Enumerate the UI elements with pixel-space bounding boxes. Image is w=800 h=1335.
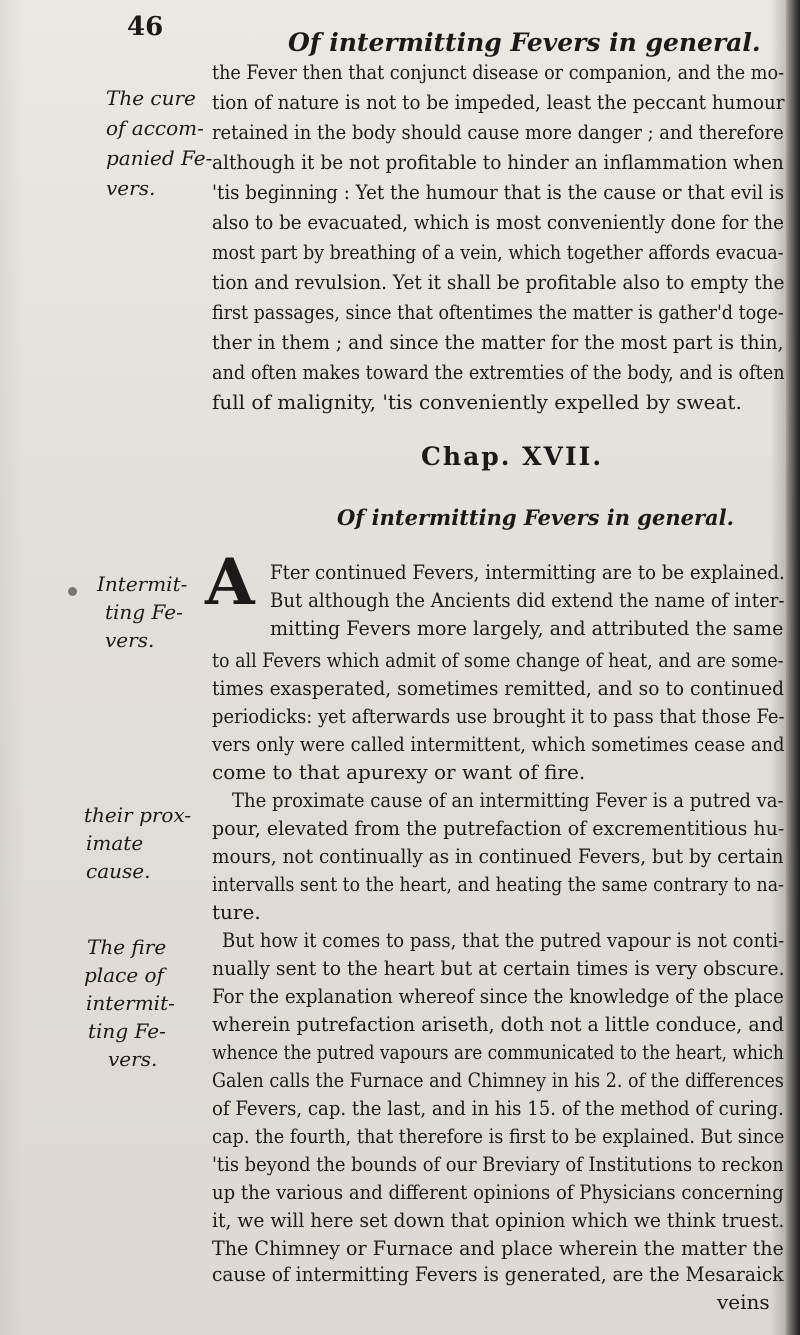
margin-note-line: Intermit- bbox=[97, 572, 188, 596]
body-text-line: mours, not continually as in continued Fevers, but by certain bbox=[212, 844, 784, 868]
body-text-line: although it be not profitable to hinder an inflammation when bbox=[212, 150, 784, 174]
body-text-line: pour, elevated from the putrefaction of excrementitious hu- bbox=[212, 816, 785, 840]
body-text-line: whence the putred vapours are communicated to the heart, which bbox=[212, 1040, 784, 1064]
chapter-subtitle: Of intermitting Fevers in general. bbox=[337, 505, 734, 530]
body-text-line: ther in them ; and since the matter for the most part is thin, bbox=[212, 330, 784, 354]
body-text-line: it, we will here set down that opinion which we think truest. bbox=[212, 1208, 785, 1232]
body-text-line: The Chimney or Furnace and place wherein the matter the bbox=[212, 1236, 784, 1260]
body-text-line: of Fevers, cap. the last, and in his 15. of the method of curing. bbox=[212, 1096, 784, 1120]
body-text-line: intervalls sent to the heart, and heating the same contrary to na- bbox=[212, 872, 784, 896]
margin-note-line: intermit- bbox=[86, 991, 175, 1015]
body-text-line: up the various and different opinions of Physicians concerning bbox=[212, 1180, 784, 1204]
body-text-line: cause of intermitting Fevers is generated, are the Mesaraick bbox=[212, 1262, 784, 1286]
body-text-line: ture. bbox=[212, 900, 261, 924]
body-text-line: But how it comes to pass, that the putred vapour is not conti- bbox=[222, 928, 785, 952]
body-text-line: retained in the body should cause more danger ; and therefore bbox=[212, 120, 784, 144]
margin-note-line: The cure bbox=[106, 86, 196, 110]
body-text-line: most part by breathing of a vein, which together affords evacua- bbox=[212, 240, 784, 264]
body-text-line: also to be evacuated, which is most conveniently done for the bbox=[212, 210, 784, 234]
body-text-line: first passages, since that oftentimes the matter is gather'd toge- bbox=[212, 300, 784, 324]
catchword: veins bbox=[717, 1290, 770, 1314]
body-text-line: and often makes toward the extremties of the body, and is often bbox=[212, 360, 785, 384]
paper-blemish bbox=[68, 587, 77, 596]
margin-note-line: cause. bbox=[86, 859, 151, 883]
drop-cap: A bbox=[205, 545, 255, 620]
body-text-line: vers only were called intermittent, which sometimes cease and bbox=[212, 732, 785, 756]
body-text-line: The proximate cause of an intermitting Fever is a putred va- bbox=[232, 788, 784, 812]
margin-note-line: vers. bbox=[108, 1047, 158, 1071]
body-text-line: times exasperated, sometimes remitted, and so to continued bbox=[212, 676, 785, 700]
body-text-line: to all Fevers which admit of some change of heat, and are some- bbox=[212, 648, 784, 672]
running-title: Of intermitting Fevers in general. bbox=[288, 28, 761, 57]
body-text-line: 'tis beginning : Yet the humour that is the cause or that evil is bbox=[212, 180, 785, 204]
body-text-line: But although the Ancients did extend the name of inter- bbox=[270, 588, 785, 612]
body-text-line: cap. the fourth, that therefore is first to be explained. But since bbox=[212, 1124, 785, 1148]
body-text-line: Galen calls the Furnace and Chimney in his 2. of the differences bbox=[212, 1068, 784, 1092]
margin-note-line: their prox- bbox=[84, 803, 192, 827]
margin-note-line: panied Fe- bbox=[106, 146, 213, 170]
page-gutter-shadow bbox=[786, 0, 800, 1335]
margin-note-line: imate bbox=[86, 831, 144, 855]
page-number: 46 bbox=[127, 12, 164, 42]
margin-note-line: ting Fe- bbox=[88, 1019, 166, 1043]
body-text-line: 'tis beyond the bounds of our Breviary of Institutions to reckon bbox=[212, 1152, 784, 1176]
chapter-title: Chap. XVII. bbox=[421, 442, 604, 471]
body-text-line: For the explanation whereof since the knowledge of the place bbox=[212, 984, 784, 1008]
margin-note-line: vers. bbox=[106, 176, 156, 200]
body-text-line: the Fever then that conjunct disease or companion, and the mo- bbox=[212, 60, 785, 84]
margin-note-line: vers. bbox=[105, 628, 155, 652]
body-text-line: tion and revulsion. Yet it shall be profitable also to empty the bbox=[212, 270, 785, 294]
body-text-line: come to that apurexy or want of fire. bbox=[212, 760, 586, 784]
body-text-line: Fter continued Fevers, intermitting are to be explained. bbox=[270, 560, 785, 584]
margin-note-line: of accom- bbox=[106, 116, 204, 140]
body-text-line: mitting Fevers more largely, and attributed the same bbox=[270, 616, 784, 640]
margin-note-line: The fire bbox=[87, 935, 167, 959]
body-text-line: full of malignity, 'tis conveniently expelled by sweat. bbox=[212, 390, 742, 414]
margin-note-line: place of bbox=[84, 963, 164, 987]
body-text-line: nually sent to the heart but at certain times is very obscure. bbox=[212, 956, 785, 980]
body-text-line: tion of nature is not to be impeded, least the peccant humour bbox=[212, 90, 785, 114]
margin-note-line: ting Fe- bbox=[105, 600, 183, 624]
body-text-line: wherein putrefaction ariseth, doth not a little conduce, and bbox=[212, 1012, 785, 1036]
body-text-line: periodicks: yet afterwards use brought it to pass that those Fe- bbox=[212, 704, 785, 728]
